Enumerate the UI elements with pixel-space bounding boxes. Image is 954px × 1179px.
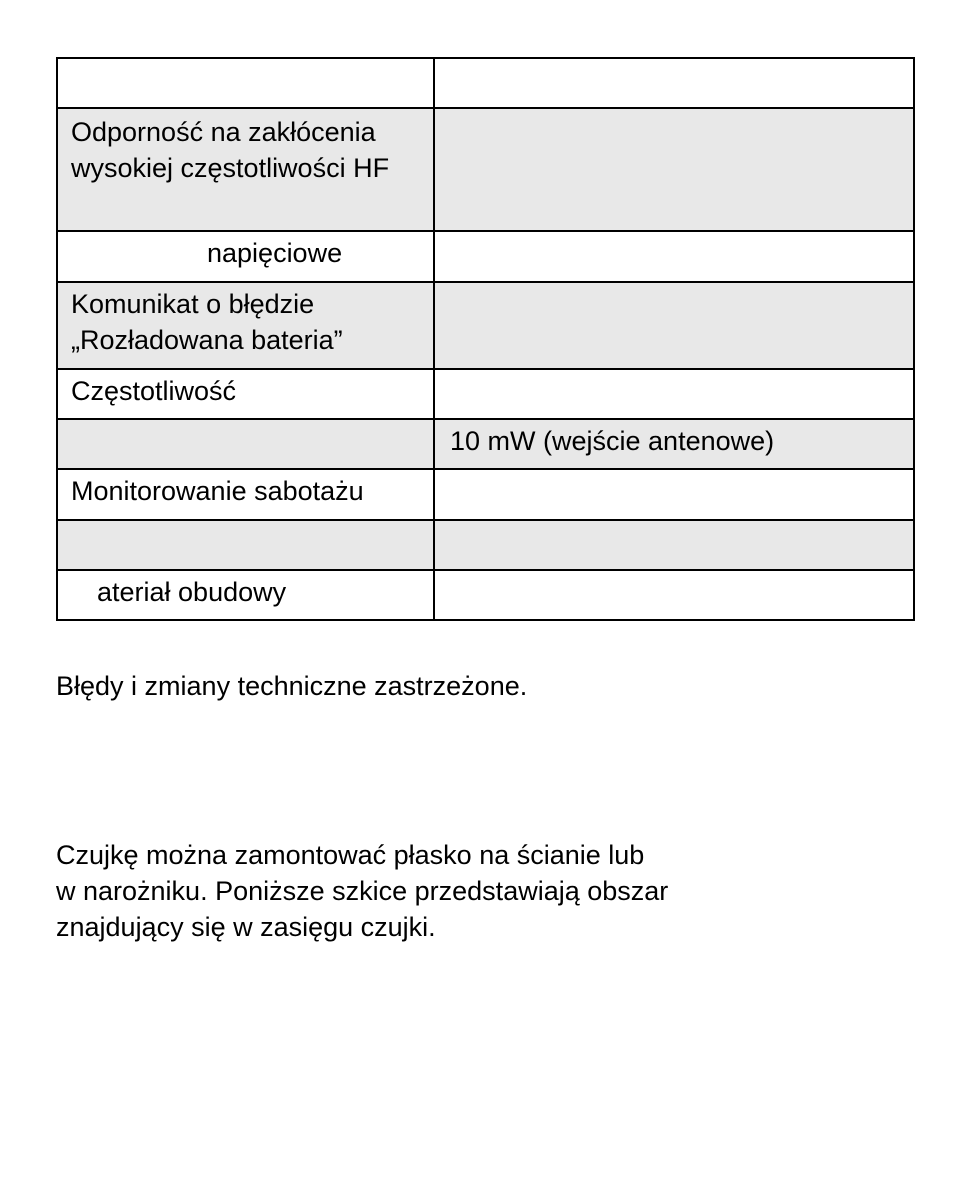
spec-label <box>57 419 434 469</box>
spec-value <box>434 369 914 419</box>
spec-label <box>57 58 434 108</box>
table-row <box>57 108 914 231</box>
spec-value <box>434 231 914 282</box>
table-row <box>57 282 914 369</box>
spec-label-frequency: Częstotliwość <box>57 369 434 419</box>
spec-label <box>57 520 434 570</box>
spec-label-hf-immunity: Odporność na zakłócenia wysokiej częstotliwości HF <box>57 108 434 231</box>
table-row <box>57 58 914 108</box>
spec-label-voltage: napięciowe <box>57 231 434 282</box>
spec-value <box>434 282 914 369</box>
mounting-line: w narożniku. Poniższe szkice przedstawiają obszar <box>56 876 669 906</box>
spec-value <box>434 58 914 108</box>
table-row <box>57 419 914 469</box>
spec-value <box>434 469 914 520</box>
spec-value <box>434 570 914 620</box>
spec-value-antenna-power: 10 mW (wejście antenowe) <box>434 419 914 469</box>
table-row <box>57 520 914 570</box>
spec-table <box>56 57 915 621</box>
mounting-line: Czujkę można zamontować płasko na ścianie lub <box>56 840 645 870</box>
table-row <box>57 469 914 520</box>
mounting-line: znajdujący się w zasięgu czujki. <box>56 912 436 942</box>
spec-label-battery-error: Komunikat o błędzie „Rozładowana bateria” <box>57 282 434 369</box>
table-row <box>57 570 914 620</box>
disclaimer-note: Błędy i zmiany techniczne zastrzeżone. <box>56 671 528 701</box>
spec-label-tamper: Monitorowanie sabotażu <box>57 469 434 520</box>
table-row <box>57 231 914 282</box>
spec-label-housing-material: ateriał obudowy <box>57 570 434 620</box>
spec-value <box>434 520 914 570</box>
spec-value <box>434 108 914 231</box>
table-row <box>57 369 914 419</box>
mounting-paragraph <box>56 837 816 945</box>
